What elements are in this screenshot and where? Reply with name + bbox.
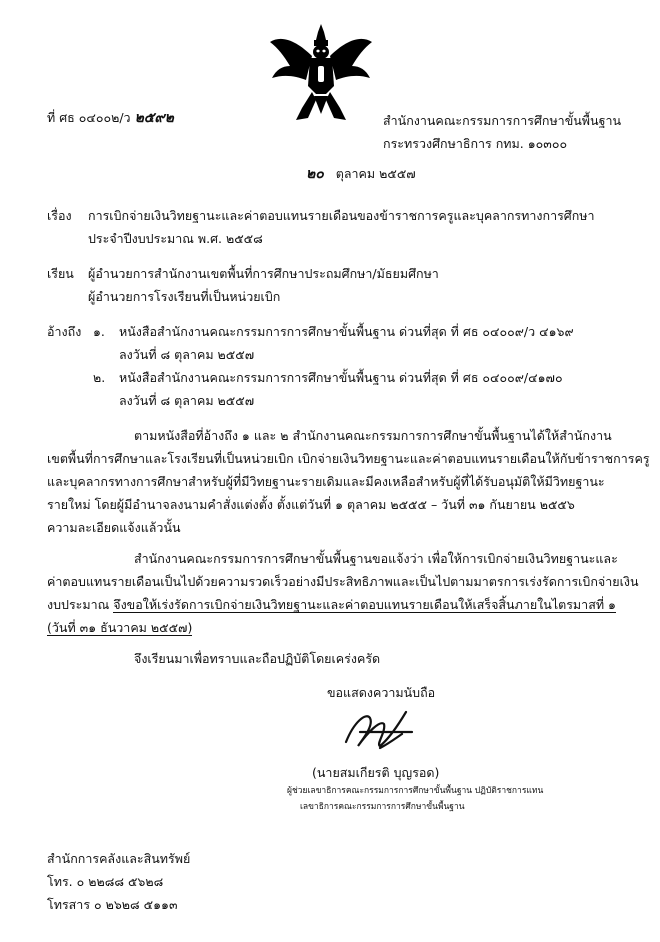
reference-2-line-1: หนังสือสำนักงานคณะกรรมการการศึกษาขั้นพื้นฐาน ด่วนที่สุด ที่ ศธ ๐๔๐๐๙/๔๑๗๐: [119, 370, 563, 385]
paragraph-1-line-5: ความละเอียดแจ้งแล้วนั้น: [47, 520, 181, 535]
paragraph-1-line-2: เขตพื้นที่การศึกษาและโรงเรียนที่เป็นหน่วยเบิก เบิกจ่ายเงินวิทยฐานะและค่าตอบแทนรายเดือนให้กับข้าราชการครู: [47, 451, 650, 466]
signature-graphic: [340, 702, 430, 762]
paragraph-2-line-1: สำนักงานคณะกรรมการการศึกษาขั้นพื้นฐานขอแจ้งว่า เพื่อให้การเบิกจ่ายเงินวิทยฐานะและ: [134, 551, 618, 566]
paragraph-2-line-2: ค่าตอบแทนรายเดือนเป็นไปด้วยความรวดเร็วอย่างมีประสิทธิภาพและเป็นไปตามมาตรการเร่งรัดการเบิกจ่ายเงิน: [47, 574, 639, 589]
subject-line-1: การเบิกจ่ายเงินวิทยฐานะและค่าตอบแทนรายเดือนของข้าราชการครูและบุคลากรทางการศึกษา: [88, 208, 595, 223]
reference-1-number: ๑.: [93, 324, 105, 339]
reference-handwritten-number: ๒๕๙๒: [134, 110, 174, 126]
date-month-year: ตุลาคม ๒๕๕๗: [335, 166, 416, 181]
handwritten-signature: [340, 702, 430, 762]
salutation: ขอแสดงความนับถือ: [327, 685, 436, 700]
footer-phone: โทร. ๐ ๒๒๘๘ ๕๖๒๘: [47, 874, 164, 889]
deadline-emphasis: (วันที่ ๓๑ ธันวาคม ๒๕๕๗): [47, 620, 193, 635]
signatory-title-line-1: ผู้ช่วยเลขาธิการคณะกรรมการการศึกษาขั้นพื้นฐาน ปฏิบัติราชการแทน: [287, 786, 544, 796]
reference-2-line-2: ลงวันที่ ๘ ตุลาคม ๒๕๕๗: [119, 393, 255, 408]
garuda-emblem: [268, 22, 374, 122]
references-label: อ้างถึง: [47, 324, 82, 339]
paragraph-2-plain-text: งบประมาณ: [47, 597, 110, 612]
reference-2-number: ๒.: [93, 370, 106, 385]
reference-number: [47, 110, 174, 126]
paragraph-2-line-4: [47, 620, 192, 636]
agency-address: กระทรวงศึกษาธิการ กทม. ๑๐๓๐๐: [383, 136, 568, 151]
garuda-emblem-graphic: [268, 22, 374, 122]
recipient-line-2: ผู้อำนวยการโรงเรียนที่เป็นหน่วยเบิก: [88, 289, 281, 304]
paragraph-2-line-3: [47, 597, 616, 613]
agency-name: สำนักงานคณะกรรมการการศึกษาขั้นพื้นฐาน: [383, 113, 622, 128]
reference-1-line-1: หนังสือสำนักงานคณะกรรมการการศึกษาขั้นพื้นฐาน ด่วนที่สุด ที่ ศธ ๐๔๐๐๙/ว ๔๑๖๙: [119, 324, 574, 339]
footer-fax: โทรสาร ๐ ๒๖๒๘ ๕๑๑๓: [47, 897, 178, 912]
signatory-title-line-2: เลขาธิการคณะกรรมการการศึกษาขั้นพื้นฐาน: [300, 802, 465, 812]
letter-date: [306, 166, 416, 182]
recipient-label: เรียน: [47, 266, 74, 281]
paragraph-2-emphasis: จึงขอให้เร่งรัดการเบิกจ่ายเงินวิทยฐานะและค่าตอบแทนรายเดือนให้เสร็จสิ้นภายในไตรมาสที่ ๑: [113, 597, 616, 612]
subject-label: เรื่อง: [47, 208, 72, 223]
recipient-line-1: ผู้อำนวยการสำนักงานเขตพื้นที่การศึกษาประถมศึกษา/มัธยมศึกษา: [88, 266, 439, 281]
reference-1-line-2: ลงวันที่ ๘ ตุลาคม ๒๕๕๗: [119, 347, 255, 362]
closing-request: จึงเรียนมาเพื่อทราบและถือปฏิบัติโดยเคร่งครัด: [134, 651, 381, 666]
paragraph-1-line-3: และบุคลากรทางการศึกษาสำหรับผู้ที่มีวิทยฐานะรายเดิมและมีคงเหลือสำหรับผู้ที่ได้รับอนุมัติให้มีวิทยฐานะ: [47, 474, 605, 489]
paragraph-1-line-4: รายใหม่ โดยผู้มีอำนาจลงนามคำสั่งแต่งตั้ง ตั้งแต่วันที่ ๑ ตุลาคม ๒๕๕๕ – วันที่ ๓๑ กันยายน ๒๕๕๖: [47, 497, 575, 512]
date-day-handwritten: ๒๐: [306, 166, 324, 182]
reference-prefix: ที่ ศธ ๐๔๐๐๒/ว: [47, 110, 131, 125]
signatory-name: (นายสมเกียรติ บุญรอด): [312, 765, 440, 780]
paragraph-1-line-1: ตามหนังสือที่อ้างถึง ๑ และ ๒ สำนักงานคณะกรรมการการศึกษาขั้นพื้นฐานได้ให้สำนักงาน: [134, 428, 612, 443]
subject-line-2: ประจำปีงบประมาณ พ.ศ. ๒๕๕๘: [88, 231, 263, 246]
footer-office: สำนักการคลังและสินทรัพย์: [47, 851, 191, 866]
